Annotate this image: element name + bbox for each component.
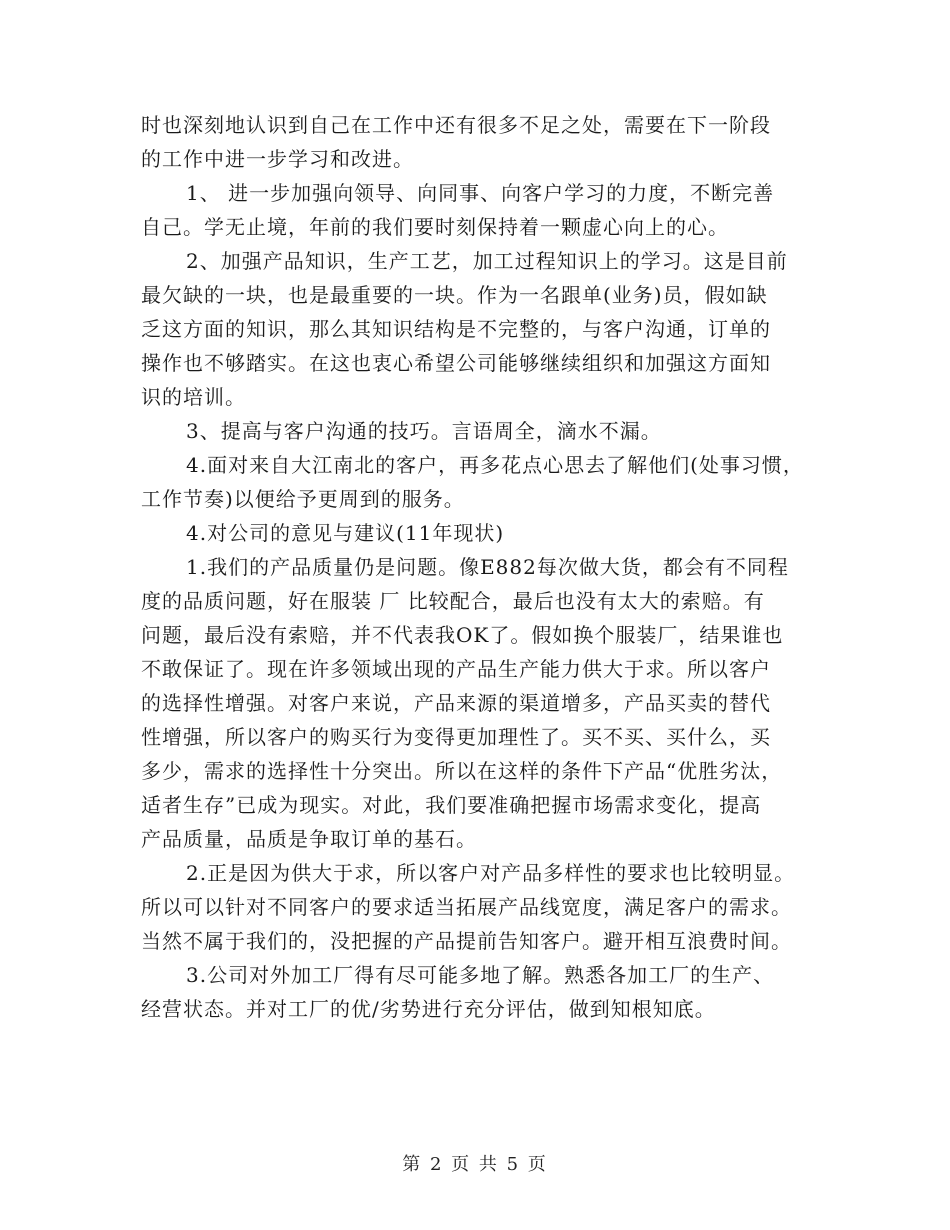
text-line: 时也深刻地认识到自己在工作中还有很多不足之处，需要在下一阶段: [141, 113, 771, 137]
text-line: 乏这方面的知识，那么其知识结构是不完整的，与客户沟通，订单的: [141, 317, 771, 341]
text-line: 1.我们的产品质量仍是问题。像E882每次做大货，都会有不同程: [186, 555, 789, 579]
text-line: 产品质量，品质是争取订单的基石。: [141, 827, 477, 851]
text-line: 工作节奏)以便给予更周到的服务。: [141, 487, 465, 511]
text-line: 的选择性增强。对客户来说，产品来源的渠道增多，产品买卖的替代: [141, 691, 771, 715]
text-line: 的工作中进一步学习和改进。: [141, 147, 414, 171]
text-line: 所以可以针对不同客户的要求适当拓展产品线宽度，满足客户的需求。: [141, 895, 792, 919]
text-line: 性增强，所以客户的购买行为变得更加理性了。买不买、买什么，买: [141, 725, 771, 749]
text-line: 自己。学无止境，年前的我们要时刻保持着一颗虚心向上的心。: [141, 215, 729, 239]
text-line: 多少，需求的选择性十分突出。所以在这样的条件下产品“优胜劣汰，: [141, 759, 783, 783]
text-line: 最欠缺的一块，也是最重要的一块。作为一名跟单(业务)员，假如缺: [141, 283, 768, 307]
text-line: 4.面对来自大江南北的客户，再多花点心思去了解他们(处事习惯，: [186, 453, 804, 477]
text-line: 当然不属于我们的，没把握的产品提前告知客户。避开相互浪费时间。: [141, 929, 792, 953]
text-line: 经营状态。并对工厂的优/劣势进行充分评估，做到知根知底。: [141, 997, 716, 1021]
text-line: 不敢保证了。现在许多领域出现的产品生产能力供大于求。所以客户: [141, 657, 771, 681]
text-line: 4.对公司的意见与建议(11年现状): [186, 521, 505, 545]
text-line: 度的品质问题，好在服装 厂 比较配合，最后也没有太大的索赔。有: [141, 589, 765, 613]
text-line: 适者生存”已成为现实。对此，我们要准确把握市场需求变化，提高: [141, 793, 762, 817]
text-line: 3、提高与客户沟通的技巧。言语周全，滴水不漏。: [186, 419, 662, 443]
text-line: 1、 进一步加强向领导、向同事、向客户学习的力度，不断完善: [186, 181, 775, 205]
text-line: 问题，最后没有索赔，并不代表我OK了。假如换个服装厂，结果谁也: [141, 623, 784, 647]
body-text: [141, 108, 816, 1026]
text-line: 2.正是因为供大于求，所以客户对产品多样性的要求也比较明显。: [186, 861, 796, 885]
text-line: 2、加强产品知识，生产工艺，加工过程知识上的学习。这是目前: [186, 249, 788, 273]
text-line: 3.公司对外加工厂得有尽可能多地了解。熟悉各加工厂的生产、: [186, 963, 775, 987]
page-number: 第 2 页 共 5 页: [402, 1154, 548, 1175]
text-line: 识的培训。: [141, 385, 246, 409]
text-line: 操作也不够踏实。在这也衷心希望公司能够继续组织和加强这方面知: [141, 351, 771, 375]
